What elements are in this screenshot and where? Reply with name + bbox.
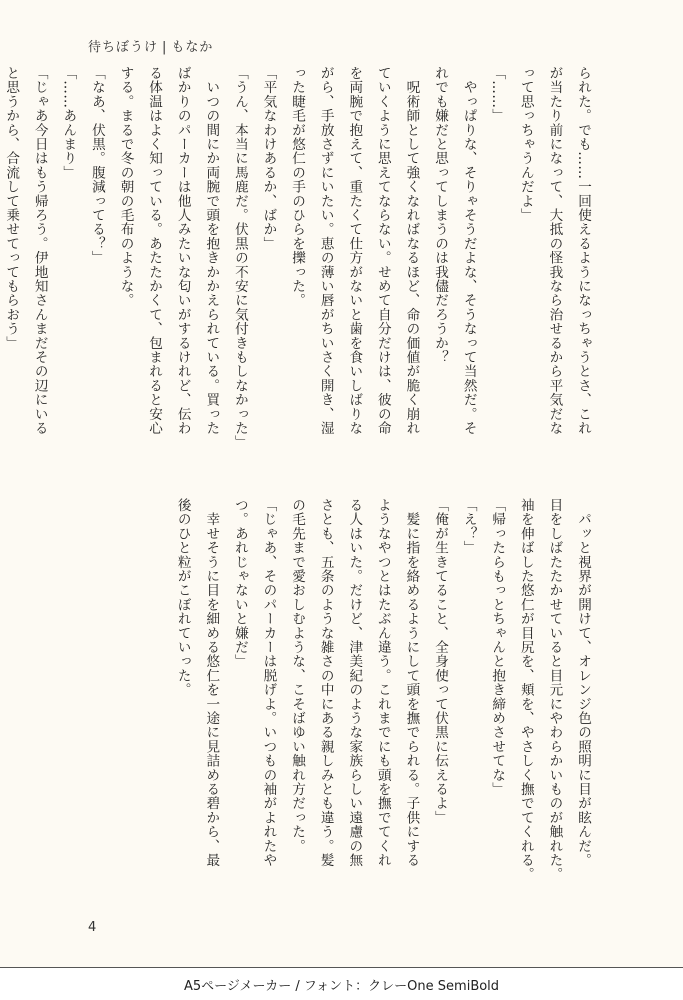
header-separator: |: [162, 40, 168, 55]
text-line: る人はいた。だけど、津美紀のような家族らしい遠慮の無: [346, 498, 363, 868]
text-line: がら、手放さずにいたい。恵の薄い唇がちいさく開き、湿: [317, 66, 334, 436]
text-line: 「……あんまり」: [60, 66, 77, 180]
page-number: 4: [88, 920, 97, 935]
upper-text-block: [0, 66, 597, 466]
text-line: パッと視界が開けて、オレンジ色の照明に目が眩んだ。: [575, 498, 591, 868]
text-line: 髪に指を絡めるようにして頭を撫でられる。子供にする: [403, 498, 420, 868]
text-line: やっぱりな、そりゃそうだよな、そうなって当然だ。そ: [460, 66, 477, 436]
text-line: ていくように思えてならない。せめて自分だけは、彼の命: [374, 66, 391, 436]
text-line: って思っちゃうんだよ」: [517, 66, 534, 223]
text-line: られた。でも……一回使えるようになっちゃうとさ、これ: [575, 66, 591, 436]
text-line: を両腕で抱えて、重たくて仕方がないと歯を食いしばりな: [346, 66, 363, 436]
work-title: 待ちぼうけ: [88, 40, 159, 55]
text-line: する。まるで冬の朝の毛布のような。: [117, 66, 134, 308]
text-line: 「え？」: [460, 498, 477, 555]
text-line: の毛先まで愛おしむような、こそばゆい触れ方だった。: [289, 498, 306, 853]
text-line: 「俺が生きてること、全身使って伏黒に伝えるよ」: [432, 498, 449, 825]
text-line: 「なあ、伏黒。腹減ってる？」: [88, 66, 105, 265]
text-line: 「うん、本当に馬鹿だ。伏黒の不安に気付きもしなかった」: [231, 66, 248, 450]
text-line: ようなやつとはたぶん違う。これまでにも頭を撫でてくれ: [374, 498, 391, 868]
text-line: 「じゃあ今日はもう帰ろう。伊地知さんまだその辺にいる: [31, 66, 48, 436]
text-line: った睫毛が悠仁の手のひらを擽った。: [289, 66, 306, 308]
text-line: さとも、五条のような雑さの中にある親しみとも違う。髪: [317, 498, 334, 868]
footer-credit: A5ページメーカー / フォント：クレーOne SemiBold: [0, 968, 683, 1000]
text-line: いつの間にか両腕で頭を抱きかかえられている。買った: [203, 66, 220, 436]
text-line: ばかりのパーカーは他人みたいな匂いがするけれど、伝わ: [174, 66, 191, 436]
text-line: が当たり前になって、大抵の怪我なら治せるから平気だな: [546, 66, 563, 436]
text-line: 後のひと粒がこぼれていった。: [174, 498, 191, 697]
text-line: つ。あれじゃないと嫌だ」: [231, 498, 248, 669]
text-line: れでも嫌だと思ってしまうのは我儘だろうか？: [432, 66, 449, 365]
text-line: 呪術師として強くなればなるほど、命の価値が脆く崩れ: [403, 66, 420, 436]
lower-text-block: [168, 498, 597, 898]
text-line: 目をしばたたかせていると目元にやわらかいものが触れた。: [546, 498, 563, 882]
text-line: 「じゃあ、そのパーカーは脱げよ。いつもの袖がよれたや: [260, 498, 277, 868]
text-line: 幸せそうに目を細める悠仁を一途に見詰める碧から、最: [203, 498, 220, 868]
text-line: 「平気なわけあるか、ばか」: [260, 66, 277, 251]
text-line: る体温はよく知っている。あたたかくて、包まれると安心: [146, 66, 163, 436]
text-line: と思うから、合流して乗せてってもらおう」: [3, 66, 20, 350]
text-line: 「帰ったらもっとちゃんと抱き締めさせてな」: [489, 498, 506, 797]
running-header: [88, 36, 213, 55]
author-name: もなか: [171, 40, 214, 55]
text-line: 袖を伸ばした悠仁が目尻を、頬を、やさしく撫でてくれる。: [517, 498, 534, 882]
text-line: 「……」: [489, 66, 506, 123]
